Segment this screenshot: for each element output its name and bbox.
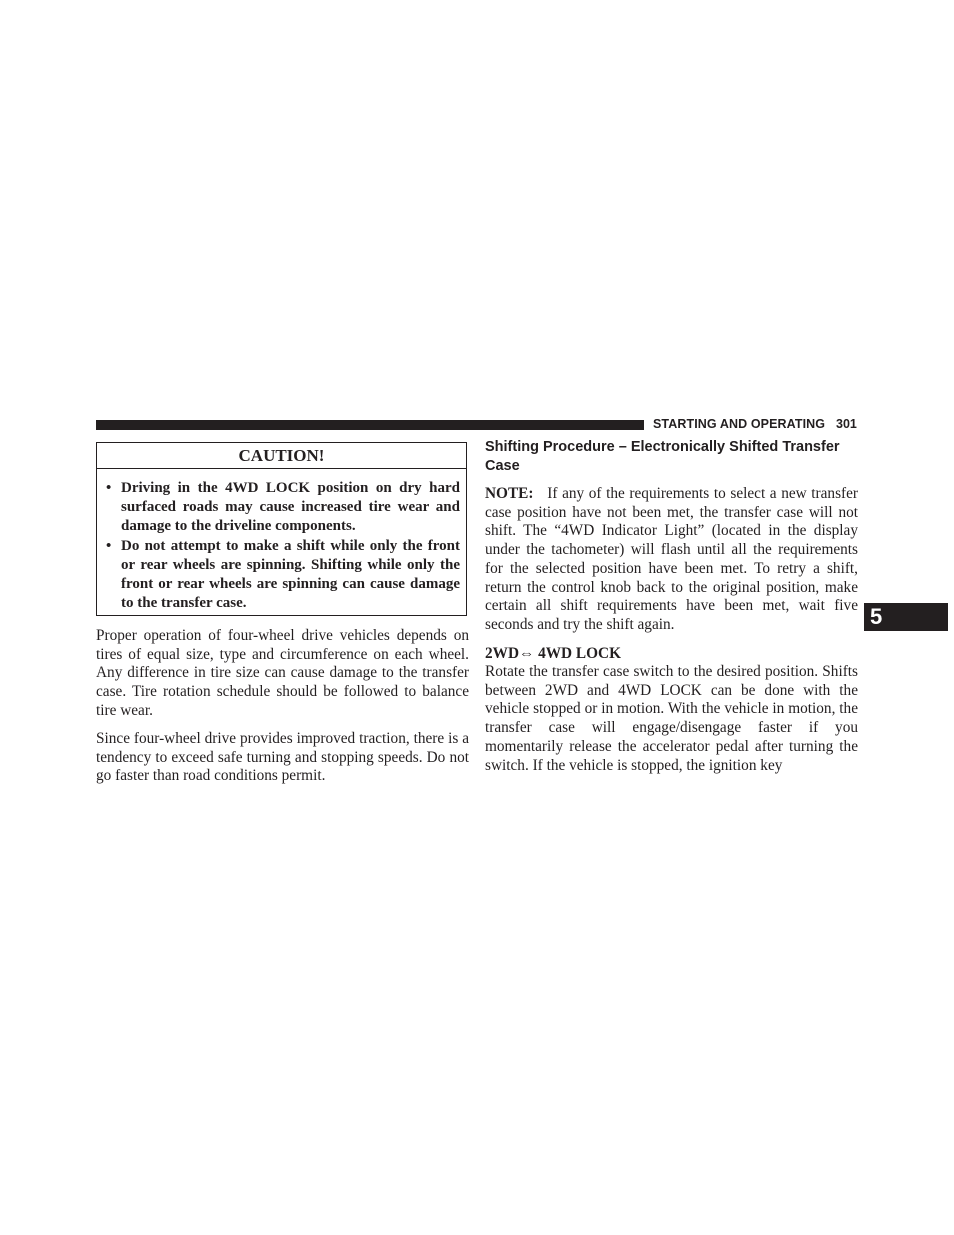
caution-list	[97, 469, 466, 613]
header-rule	[96, 420, 644, 430]
paragraph-traction: Since four-wheel drive provides improved traction, there is a tendency to exceed safe turning and stopping speeds. Do not go faster than road conditions permit.	[96, 730, 469, 785]
caution-item	[106, 537, 460, 612]
paragraph-tire-operation: Proper operation of four-wheel drive vehicles depends on tires of equal size, type and circumference on each wheel. Any difference in tire size can cause damage to the transfer case. Tire rotation schedule should be followed to balance tire wear.	[96, 627, 469, 719]
paragraph-shift-procedure: Rotate the transfer case switch to the desired position. Shifts between 2WD and 4WD LOCK can be done with the vehicle stopped or in motion. With the vehicle in motion, the transfer case will engage/disengage faster if you momentarily release the accelerator pedal after turning the switch. If the vehicle is stopped, the ignition key	[485, 663, 858, 774]
caution-item-text: Driving in the 4WD LOCK position on dry hard surfaced roads may cause increased tire wear and damage to the driveline components.	[121, 480, 460, 534]
section-heading: Shifting Procedure – Electronically Shifted Transfer Case	[485, 439, 840, 474]
caution-title: CAUTION!	[97, 443, 466, 469]
bullet-icon: •	[106, 480, 112, 496]
page-number: 301	[836, 417, 857, 431]
chapter-tab: 5	[864, 603, 948, 631]
caution-box	[96, 442, 467, 616]
caution-item-text: Do not attempt to make a shift while only the front or rear wheels are spinning. Shifting while only the front or rear wheels are spinning can cause damage to the transfer case.	[121, 538, 460, 611]
caution-item	[106, 479, 460, 535]
bullet-icon: •	[106, 538, 112, 555]
subheading-2wd-4wd-lock: 2WD⇔ 4WD LOCK	[485, 645, 621, 662]
note-paragraph	[485, 485, 858, 635]
note-text: If any of the requirements to select a new transfer case position have not been met, the transfer case will not shift. The “4WD Indicator Light” (located in the display under the tachometer) will flash until all the requirements for the selected position have been met. To retry a shift, return the control knob back to the original position, make certain all shift requirements have been met, wait five seconds and try the shift again.	[485, 485, 858, 633]
note-label: NOTE:	[485, 485, 534, 502]
running-header-section: STARTING AND OPERATING	[653, 417, 826, 431]
